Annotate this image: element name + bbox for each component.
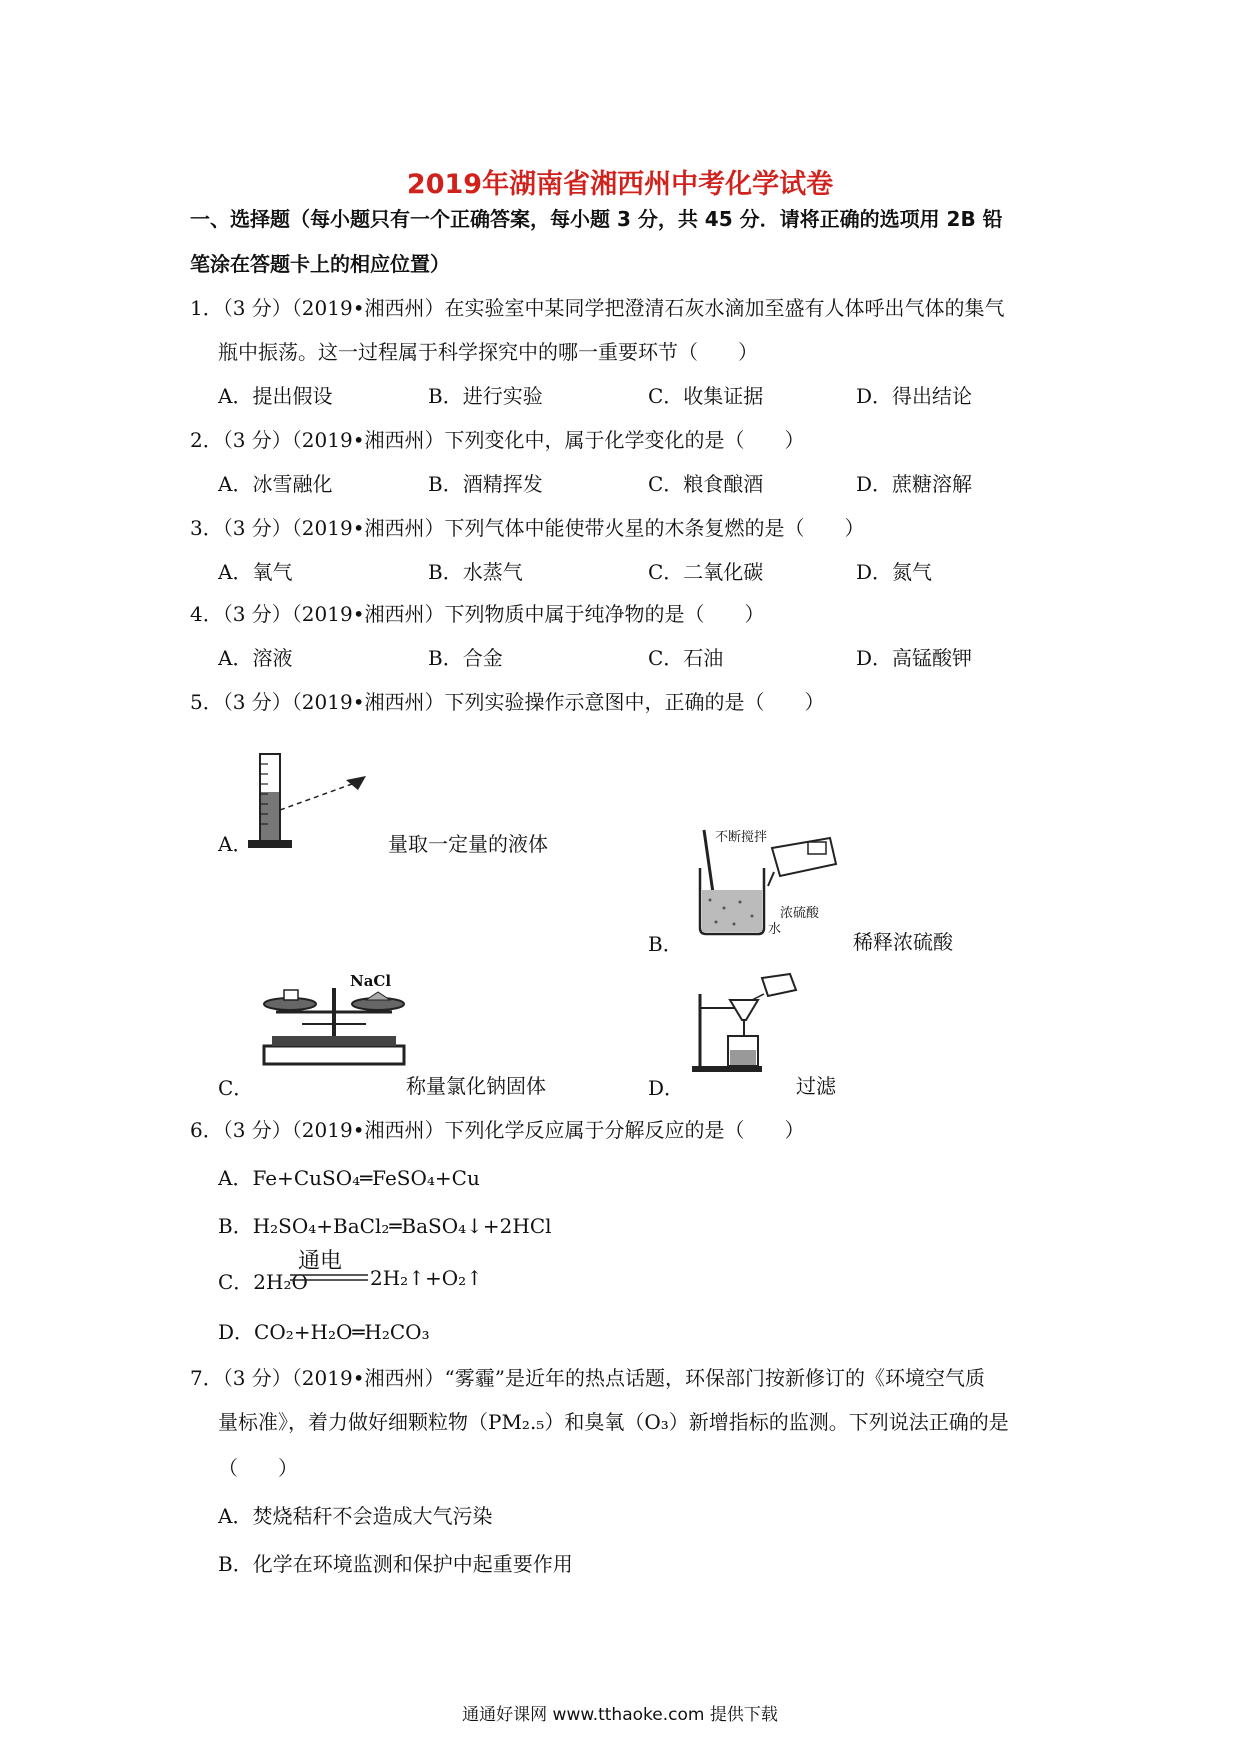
q6-option-d: D．CO₂+H₂O═H₂CO₃ (218, 1320, 430, 1344)
q3-option-c: C．二氧化碳 (648, 560, 764, 584)
question-1-line2: 瓶中振荡。这一过程属于科学探究中的哪一重要环节（ ） (218, 340, 758, 364)
q6-option-c-condition: 通电 (298, 1249, 343, 1274)
q2-option-b: B．酒精挥发 (428, 472, 543, 496)
question-7-line3: （ ） (218, 1456, 298, 1480)
question-4-line1: 4．（3 分）（2019•湘西州）下列物质中属于纯净物的是（ ） (190, 602, 765, 626)
q5-option-c-letter: C． (218, 1076, 254, 1100)
q5-option-b-letter: B． (648, 932, 683, 956)
filtration-figure (690, 974, 800, 1074)
q4-option-b: B．合金 (428, 646, 503, 670)
footer-source: 通通好课网 www.tthaoke.com 提供下载 (462, 1705, 778, 1725)
q2-option-a: A．冰雪融化 (218, 472, 333, 496)
q3-option-d: D．氮气 (856, 560, 933, 584)
q6-option-c-reactant: C．2H₂O (218, 1270, 308, 1294)
q5-option-d-letter: D． (648, 1076, 685, 1100)
q5-option-c-caption: 称量氯化钠固体 (406, 1074, 546, 1098)
q7-option-a: A．焚烧秸秆不会造成大气污染 (218, 1504, 493, 1528)
question-3-line1: 3．（3 分）（2019•湘西州）下列气体中能使带火星的木条复燃的是（ ） (190, 516, 865, 540)
q4-option-c: C．石油 (648, 646, 724, 670)
question-6-line1: 6．（3 分）（2019•湘西州）下列化学反应属于分解反应的是（ ） (190, 1118, 805, 1142)
question-5-line1: 5．（3 分）（2019•湘西州）下列实验操作示意图中，正确的是（ ） (190, 690, 825, 714)
q6-option-c-products: 2H₂↑+O₂↑ (370, 1266, 483, 1290)
q1-option-b: B．进行实验 (428, 384, 543, 408)
q6-option-a: A．Fe+CuSO₄═FeSO₄+Cu (218, 1166, 480, 1190)
label-stir-continuously: 不断搅拌 (715, 830, 768, 845)
q5-option-b-caption: 稀释浓硫酸 (853, 930, 953, 954)
question-2-line1: 2．（3 分）（2019•湘西州）下列变化中，属于化学变化的是（ ） (190, 428, 805, 452)
question-7-line1: 7．（3 分）（2019•湘西州）“雾霾”是近年的热点话题，环保部门按新修订的《环境空气质 (190, 1366, 985, 1390)
section-heading-line2: 笔涂在答题卡上的相应位置） (190, 252, 450, 276)
q1-option-d: D．得出结论 (856, 384, 973, 408)
q3-option-a: A．氧气 (218, 560, 293, 584)
q4-option-a: A．溶液 (218, 646, 293, 670)
page-title: 2019年湖南省湘西州中考化学试卷 (406, 169, 834, 200)
q1-option-a: A．提出假设 (218, 384, 333, 408)
reaction-arrow-equals-icon (290, 1273, 370, 1283)
balance-figure (262, 978, 412, 1068)
q3-option-b: B．水蒸气 (428, 560, 523, 584)
label-water: 水 (768, 922, 782, 937)
q2-option-d: D．蔗糖溶解 (856, 472, 973, 496)
label-nacl: NaCl (350, 972, 392, 990)
question-1-line1: 1．（3 分）（2019•湘西州）在实验室中某同学把澄清石灰水滴加至盛有人体呼出气体的集气 (190, 296, 1005, 320)
q6-option-b: B．H₂SO₄+BaCl₂═BaSO₄↓+2HCl (218, 1214, 552, 1238)
q5-option-a-caption: 量取一定量的液体 (388, 832, 548, 856)
q2-option-c: C．粮食酿酒 (648, 472, 764, 496)
q5-option-d-caption: 过滤 (796, 1074, 836, 1098)
q4-option-d: D．高锰酸钾 (856, 646, 973, 670)
section-heading-line1: 一、选择题（每小题只有一个正确答案，每小题 3 分，共 45 分．请将正确的选项用 2B 铅 (190, 207, 1003, 231)
q5-option-a-letter: A． (218, 832, 253, 856)
label-concentrated-acid: 浓硫酸 (780, 906, 820, 921)
q1-option-c: C．收集证据 (648, 384, 764, 408)
question-7-line2: 量标准》，着力做好细颗粒物（PM₂.₅）和臭氧（O₃）新增指标的监测。下列说法正确的是 (218, 1410, 1009, 1434)
graduated-cylinder-figure (246, 752, 376, 852)
q7-option-b: B．化学在环境监测和保护中起重要作用 (218, 1552, 573, 1576)
